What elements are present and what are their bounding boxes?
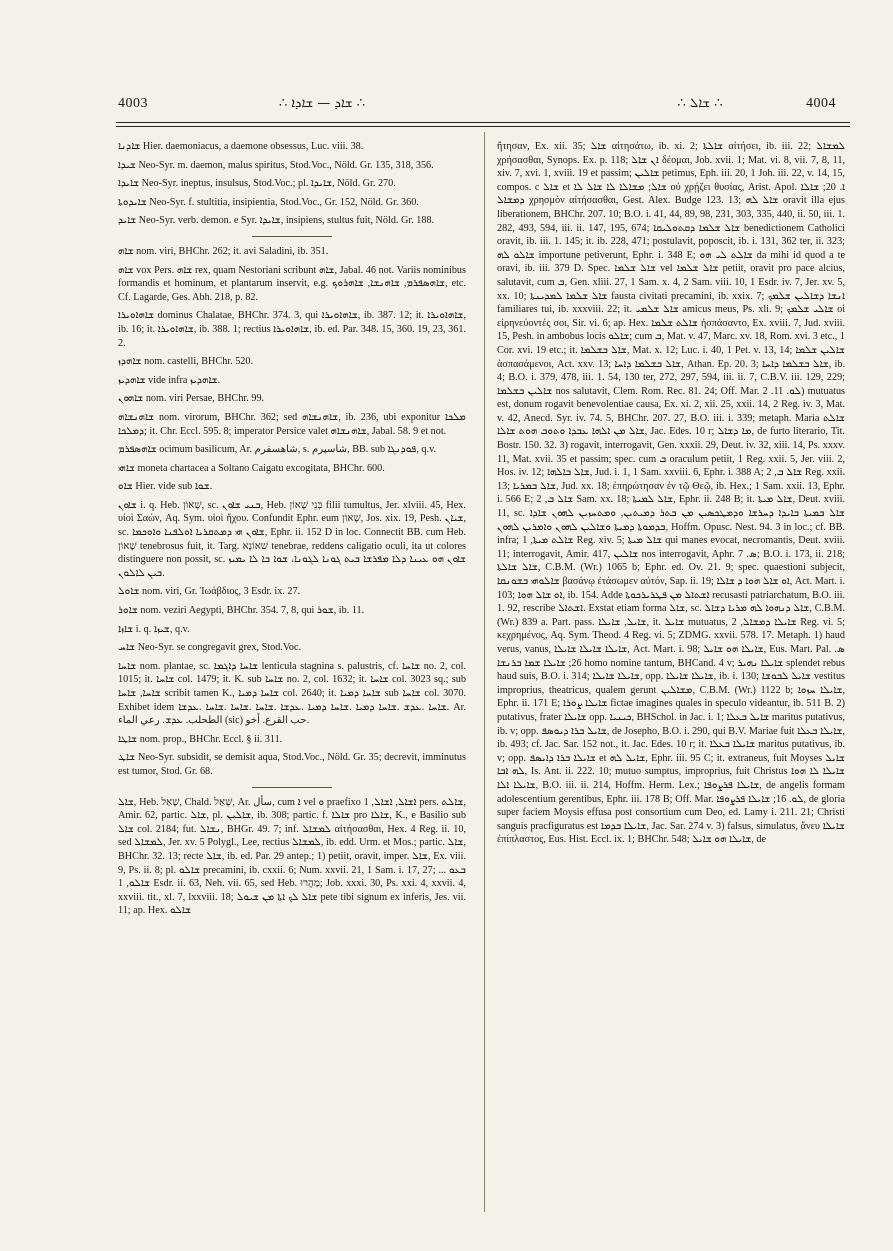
entry-group-2	[118, 245, 466, 779]
entry: ܫܐܗܣܦܪܡ ocimum basilicum, Ar. شاهسفرم, s. شاسپرم, BB. sub ܦܘܕܢܓܐ, q.v.	[118, 444, 437, 456]
entry: ܫܝܕܐ Neo-Syr. m. daemon, malus spiritus, Stod.Voc., Nöld. Gr. 135, 318, 356.	[118, 159, 434, 171]
entry: ܫܐܗܢܫܐܗ nom. virorum, BHChr. 362; sed ܫܐܗܢܫܐܗ, ib. 236, ubi exponitur ܡܠܟܐ ܕܡܠܟܐ; it. Chr. Eccl. 595. 8; imperator Persice valet ܫܐܗܢܫܐܗ, Jabal. 58. 9 et not.	[118, 411, 466, 437]
page-number-left: 4003	[118, 96, 148, 111]
entry: ܫܐܗܘܢ nom. viri Persae, BHChr. 99.	[118, 393, 265, 405]
entry: ܫܐܗܐܘܝܪܐ dominus Chalatae, BHChr. 374. 3, qui ܫܐܗܐܘܝܪܐ, ib. 387. 12; it. ܫܐܗܐܘܝܪܐ, ib. 16; it. ܫܐܗܐܘܝܪܐ, ib. 388. 1; rectius ܫܐܗܐܘܝܪܐ, ib. ed. Par. 348. 15, 360. 19, 23, 361. 2.	[118, 310, 466, 349]
section-divider	[252, 787, 332, 788]
entry: ܫܐܝܕܘܬܐ Neo-Syr. f. stultitia, insipientia, Stod.Voc., Gr. 152, Nöld. Gr. 360.	[118, 196, 419, 208]
entry: ܫܐܝܕ Neo-Syr. verb. demon. e Syr. ܫܐܝܕܐ, insipiens, stultus fuit, Nöld. Gr. 188.	[118, 215, 435, 227]
page-header	[0, 0, 893, 118]
entry: ܫܐܗܝ moneta chartacea a Soltano Caigatu excogitata, BHChr. 600.	[118, 462, 385, 474]
entry: ܫܐܠ, Heb. שָׁאַל, Chald. שְׁאַל, Ar. سأل, cum ܐ vel ܘ praefixo ܐܫܐܠ, ܐܫܐܠ, 1 pers. ܫܐܠܬ, Amir. 62, partic. ܫܐܠ, pl. ܫܐܠܝܢ, ib. 308; partic. f. ܫܐܠܐ pro ܫܐܠܐ, K., e Basilio sub ܫܐܠ col. 2184; fut. ܢܫܐܠ, BHGr. 49. 7; inf. ܠܡܫܐܠ αἰτήσασθαι, Hex. 4 Reg. ii. 10, sed ܠܡܫܐܠ, Jer. xv. 5 Polygl., Lee, rectius ܠܡܫܐܠ, ib. edd. Urm. et Mos.; partic. ܫܐܠ, BHChr. 32. 13; recte ܫܐܠ, ib. ed. Par. 29 antep.; 1) petiit, oravit, imper. ܫܐܠ, Ex. viii. 9, Ps. ii. 8; pl. ܫܐܠܘ precamini, ib. cxxii. 6; Num. xxvii. 21, 1 Sam. i. 17, 27; ... ܒܥܘ ܫܐܠܘ, 1 Esdr. ii. 63, Neh. vii. 65, sed Heb. מַהֲרוּ; Job. xxxi. 30, Ps. xxi. 4, xxvii. 4, xxviii. tit., xl. 7, lxxviii. 18; ܫܐܠ ܠܟ ܐܬܐ ܡܢ ܫܝܘܠ pete tibi signum ex inferis, Jes. vii. 11; ap. Hex. ܫܐܠܘ	[118, 796, 466, 917]
entry: ܫܐܛ Neo-Syr. subsidit, se demisit aqua, Stod.Voc., Nöld. Gr. 35; decrevit, imminutus est tumor, Stod. Gr. 68.	[118, 752, 466, 777]
entry: ܫܐܗܕܙ nom. castelli, BHChr. 520.	[118, 356, 254, 368]
page-number-right: 4004	[806, 96, 836, 111]
entry-group-3	[118, 796, 466, 918]
entry-group-1	[118, 140, 466, 228]
right-column	[497, 140, 845, 847]
entry: ܫܐܗܕܝܙ vide infra ܫܐܗܕܝܙ.	[118, 374, 221, 386]
header-rule-double	[116, 126, 850, 127]
entry: ܫܐܘܪ nom. veziri Aegypti, BHChr. 354. 7, 8, qui ܫܘܪ, ib. 11.	[118, 605, 365, 617]
entry-continuation: ἤτησαν, Ex. xii. 35; ܫܐܠ αἰτησάτω, ib. xi. 2; ܫܐܠܬܐ αἰτήσει, ib. iii. 22; ܠܡܫܐܠ χρήσασθαι, Synops. Ex. p. 118; ܐܢ ܫܐܠ δέομαι, Job. xvii. 1; Mat. vi. 8, vii. 7, 8, 11, xiv. 7, xvi. 1, xviii. 19 et passim; ܫܐܠܝܢ petimus, Eph. iii. 20, 1 Joh. iii. 22, v. 14, 15, compos. c ܫܐܠ et ܫܐܠ; ܡܫܐܠܐ ܠܐ ܫܐܠ ܠܐ οὐ χρῄζει θυσίας, Arist. Apol. ܐ. 20; ܫܐܠܐ ܕܡܫܐܠ χρησμὸν αἰτήσασθαι, Gest. Alex. Budge 123. 13; ܫܐܠ ܠܗ oravit illa ejus liberationem, BHChr. 207. 10; B.O. i. 41, 44, 89, 98, 231, 303, 335, 440, ii. 50, iii. 1. 282, 493, 594, iii. ii. 147, 195, 674; ܫܐܠ ܫܠܡܐ ܕܩܬܘܠܝܩܐ benedictionem Catholici oravit, ib. iii. 1. 145; it. ib. 228, 471; postulavit, poposcit, ib. i. 131, 362 ter, ii. 323; ܫܐܠܘ ܠܗ importune petiverunt, Ephr. i. 348 E; ܫܐܠܬ ܠܝ ܗܘ da mihi id quod a te oravi, ib. iii. 379 D. Spec. ܫܐܠ ܫܠܡܐ vel ܫܐܠ ܫܠܡܐ petiit, oravit pro pace alcius, salutavit, cum ܒ, Gen. xliii. 27, 1 Sam. x. 4, 2 Sam. viii. 10, 1 Esdr. iv. 7, Jer. xv. 5, xx. 10; ܫܐܠ ܫܠܡܐ ܠܡܕܝܢܬܐ fausta civitati precamini, ib. xxix. 7; ܐܢܫܐ ܕܫܐܠܝܢ ܫܠܡܟ familiares tui, ib. xxxviii. 22; it. ܫܐܠ ܫܠܡܝ amicus meus, Ps. xli. 9; ܫܐܠܝ ܫܠܡܟ οἱ εἰρηνεύοντές σοι, Sir. vi. 6; ap. Hex. ܫܐܠܬ ܫܠܡܐ ἠσπάσαντο, Ex. xviii. 7, Jud. xviii. 15, Pesh. in ambobus locis ܫܐܠܘ; cum ܒ, Mat. v. 47, Marc. xv. 18, Rom. xvi. 3 etc., 1 Cor. xvi. 19 etc.; it. ܫܐܠ ܒܫܠܡܐ, Mat. x. 12; Luc. i. 40, 1 Pet. v. 13, 14; ܫܐܠܝܢ ܫܠܡܐ ἀσπασάμενοι, Act. xxv. 13; ܫܐܠ ܒܫܠܡܐ ܕܐܚܐ, Athan. Ep. 20. 3; ܫܐܠ ܒܫܠܡܐ ܕܐܚܐ, ib. 4; B.O. i. 379, 478, iii. 1. 54, 130 ter, 272, 297, 594, iii. ii. 7, C.B.V. iii. 129, 229; ܫܐܠܝܢ ܒܫܠܡܐ nos salutavit, Clem. Rom. Rec. 81. 24; Off. Mar. ܠܘ. 11. 2) mutuatus est, donum rogavit benevolentiae causa, Ex. xi. 2, xii. 25, xxii. 14, 2 Reg. iv. 3, Mat. v. 42, Anecd. Syr. iv. 74. 5, BHChr. 207. 27, B.O. iii. i. 339; metaph. Maria ܫܐܠܬ ܫܐܠ ܡܢ ܐܠܗܐ ܥܒܕܐ ܘܬܘܒ ܗܘܬ ܫܐܠܐ, Jac. Edes. 10 r; ܡܐ ܕܫܐܠ, de furto literario, Tit. Bostr. 150. 32. 3) rogavit, interrogavit, Gen. xxxii. 29, Deut. iv. 32, xiii. 14, Ps. xxxv. 11, Mat. xvii. 35 et passim; spec. cum ܒ oraculum petiit, 1 Reg. xxii. 5, Jer. viii. 2, Hos. iv. 12; ܫܐܠ ܒܐܠܗܐ, Jud. i. 1, 1 Sam. xxviii. 6, Ephr. i. 388 A; ܫܐܠ ܒ, 2 Reg. xxii. 13; ܫܐܠ ܒܡܪܝܐ, Jud. xx. 18; ἐπηρώτησαν ἐν τῷ Θεῷ, ib. Hex.; 1 Sam. xxii. 13, Ephr. i. 566 E; ܫܐܠ ܒ, 2 Sam. xx. 18; ܫܐܠ ܠܡܝܬܐ, Ephr. ii. 248 B; it. ܫܐܠ ܡܝܬܐ, Deut. xviii. 11, sc. ܫܐܠ ܒܡܝܬܐ ܒܐܝܕܐ ܕܚܪܫܐ ܘܕܡܛܟܣܝܢ ܡܢ ܒܬܪ ܕܡܝܬܝܢ, ܘܡܬܚܙܝܢ ܠܗܘܢ ܫܐܕܐ ܒܕܡܘܬܐ ܕܡܝܬܐ ܘܫܐܠܝܢ ܠܗܘܢ ܘܐܡܪܝܢ ܠܗܘܢ, Hoffm. Opusc. Nest. 94. 3 in loc.; cf. BB. infra; ܫܐܠܬ ܡܝܬܐ, 1 Reg. xiv. 5; ܫܐܠ ܡܝܬܐ qui manes evocat, necromantis, Deut. xviii. 11; interrogavit, Amir. 417, ܫܐܠܝܢ nos interrogavit, Aphr. ܣ. 7; B.O. i. 173, ii. 218; ܫܐܠ ܫܐܠܬܐ, C.B.M. (Wr.) 1065 b; Ephr. ed. Ov. 21. 9; spec. quaestioni subjecit, ܫܐܠܘܗܝ ܒܫܘܢܩܐ βασάνῳ ἐτάσωμεν αὐτόν, Sap. ii. 19; ܐܘ ܫܐܠ ܗܘܐ ܕ ܫܐܠܐ, Act. Mart. i. 103; ܐܘ ܫܐܠ ܗܘܐ, ib. 154. Adde ܐܫܬܐܠ ܡܢ ܦܛܪܝܪܟܘܬܐ recusasti patriarchatum, B.O. iii. 1. 92, rescribe ܐܫܬܐܠ. Exstat etiam forma ܫܐܠ, sc. ܫܐܠ ܕܢܗܘܐ ܠܗ ܡܪܝܐ ܕܫܐܠ, C.B.M. (Wr.) 839 a. Part. pass. ܫܐܝܠ, ܫܐܝܠܐ, it. ܫܐܝܠ mutuatus, ܫܐܝܠܐ ܕܡܫܐܠ, 2 Reg. vi. 5; κεχρημένος, Aq. Sym. Theod. 4 Reg. vi. 5; ZDMG. xxvii. 578. 17. Metaph. 1) haud verus, vanus, ܫܐܝܠܐ ܫܐܝܠܐ ܫܐܝܠܐ, Act. Mart. i. 98; ܫܐܝܠܐ ܗܘ ܫܐܝܠ, Eus. Mart. Pal. ܣ. 26; ܫܐܝܠܐ ܫܡܐ ܒܪܢܫܐ homo nomine tantum, BHCand. 4 v; ܫܐܝܠܐ ܢܗܝܪ splendet rebus haud suis, B.O. i. 314; ܫܐܝܠܐ ܫܐܝܠܐ, opp. ܫܐܝܠܐ ܫܐܝܠܐ, ib. i. 130; ܫܐܝܠ ܠܒܘܫܐ vestitus improprius, theatricus, qualem gerunt ܡܫܐܠܝܢ, C.B.M. (Wr.) 1122 b; ܫܐܝܠܐ ܚܙܘܐ, Ephr. ii. 171 E; ܫܐܝܠܐ ܨܘܪܐ fictae imagines quales in speculo videantur, ib. 511 B. 2) putativus, frater ܫܐܝܠܐ opp. ܟܝܢܝܐ, BHSchol. in Jac. i. 1; ܫܐܝܠ ܒܥܠܐ maritus putativus, ib. v; opp. ܫܐܝܠ ܒܪܐ ܕܝܘܣܦ, de Josepho, B.O. i. 290, qui B.V. Mariae fuit ܫܐܝܠܐ ܒܥܠܐ, ib. 493; cf. Jac. Sar. 152 not., it. Jac. Edes. 10 r; it. ܫܐܝܠܐ ܒܥܠܐ maritus putativus, ib. v; opp. ܫܐܝܠܐ ܒܪܐ ܕܐܝܣܦ et ܫܐܝܠ ܠܗ, Ephr. iii. 95 C; it. extraneus, fuit Moyses ܫܐܝܠ ܠܗ ܐܒܐ, Is. Ant. ii. 222. 10; mutuo sumptus, improprius, fuit Christus ܫܐܝܠܐ ܠܐ ܗܘܐ ܫܐܝܠܐ ܐܠܐ, B.O. iii. ii. 214, Hoffm. Herm. Lex.; ܫܐܝܠܐ ܦܪܨܘܦܐ, de angelis formam adolescentium gerentibus, Ephr. iii. 178 B; Off. Mar. ܠܘ. 16; ܫܐܝܠܐ ܦܪܨܘܦܐ, de gloria super faciem Moysis effusa post consortium cum Deo, ed. Lamy i. 211. 21; Christi sanguis pracfiguratus est ܫܐܝܠܐ ܒܕܡܐ, Jac. Sar. 274 v. 3) falsus, simulatus, ἄνευ ܫܐܝܠܐ ἐπίπλαστος, Eus. Hist. Eccl. ix. 1; BHChr. 548; ܫܐܝܠܐ ܗܘ ܫܐܝܠ, de	[497, 141, 846, 846]
running-head-left: ∴ ܫܐܕ — ܫܐܕܐ ∴	[279, 96, 365, 111]
entry: ܫܐܘ Hier. vide sub ܫܘܐ.	[118, 481, 213, 493]
entry: ܫܐܗ vox Pers. ܫܐܗ rex, quam Nestoriani scribunt ܫܐܗ, Jabal. 46 not. Variis nominibus formandis et hominum, et plantarum inservit, e.g. ܫܐܗܣܦܪܡ, ܫܐܗܢܫܐ, ܫܐܗܪܘܟ, etc. Cf. Lagarde, Ges. Abh. 218, p. 82.	[118, 264, 466, 303]
entry: ܫܐܘܠ nom. viri, Gr. Ἰωάβδιος, 3 Esdr. ix. 27.	[118, 586, 301, 598]
entry: ܫܐܛܐ nom. prop., BHChr. Eccl. § ii. 311.	[118, 733, 283, 745]
entry: ܫܐܝܕܐ Neo-Syr. ineptus, insulsus, Stod.Voc.; pl. ܫܐܝܕܐ, Nöld. Gr. 270.	[118, 178, 396, 190]
entry: ܫܐܙܐ i. q. ܫܝܙܐ, q.v.	[118, 623, 190, 635]
header-rule	[116, 122, 850, 123]
entry: ܫܐܚܐ nom. plantae, sc. ܫܐܚܐ ܕܐܓܡܐ lenticula stagnina s. palustris, cf. ܫܐܚܐ no. 2, col. 1015; it. ܫܐܚܐ col. 1479; it. K. sub ܫܐܚܐ no. 2, col. 1632; it. ܫܐܚܐ col. 3023 sq.; sub ܫܐܚܐ, ܫܐܚܐ scribit tamen K., ܫܐܚܐ ܕܡܝܐ col. 2640; it. ܫܐܚܐ ܕܡܝܐ sub ܫܐܚܐ col. 3070. Exhibet idem ܫܐܚܐ .ܥܕܫ .ܫܐܚܐ ܕܡܝܐ .ܫܐܚܐ ܕܡܝܐ .ܥܕܫܐ .ܫܐܚܐ .ܫܐܚܐ .ܫܐܚܐ .ܥܕܫܐ. Ar. الطحلب. ܥܕܫ. رعي الماء (sic) حب القرع. أخو.	[118, 660, 467, 727]
entry: ܫܐܘܢ i. q. Heb. שָׁאוֹן, sc. ܒܢܝ ܫܐܘܢ, Heb. בְּנֵי שָׁאוֹן filii tumultus, Jer. xlviii. 45, Hex. υἱοὶ Σαών, Aq. Sym. υἱοὶ ἤχου. Confundit Ephr. eum שָׁאוֹן, Jos. xix. 19, Pesh. ܫܝܐܢ, sc. ܫܐܘܢ ܗܝ ܕܡܬܩܪܝܐ ܐܘܠܦܢܐ ܘܐܘܟܡܐ, Ephr. ii. 152 D in loc. Connectit BB. cum Heb. שָׁאוֹן tenebrosus fuit, it. Targ. שׁאוֹנָא tenebrae, reddens caligatio oculi, ita ut colores distinguere non possit, sc. ܫܐܘܢ ܗܘ ܥܝܢܐ ܕܠܐ ܡܦܪܫܐ ܒܝܬ ܓܘܢܐ ܠܓܘܢܐ، ܫܘܐ ܒܐ ܠܐ ܝܡܝܙ ܒܝܢ ܠܐܠܘܢ.	[118, 499, 467, 579]
column-divider	[484, 132, 485, 1212]
left-column	[118, 140, 466, 923]
section-divider	[252, 236, 332, 237]
running-head-right: ∴ ܫܐܠ ∴	[677, 96, 723, 111]
entry: ܫܐܕܢܐ Hier. daemoniacus, a daemone obsessus, Luc. viii. 38.	[118, 141, 364, 152]
entry: ܫܐܚ Neo-Syr. se congregavit grex, Stod.Voc.	[118, 642, 302, 654]
entry: ܫܐܗ nom. viri, BHChr. 262; it. avi Saladini, ib. 351.	[118, 245, 329, 257]
